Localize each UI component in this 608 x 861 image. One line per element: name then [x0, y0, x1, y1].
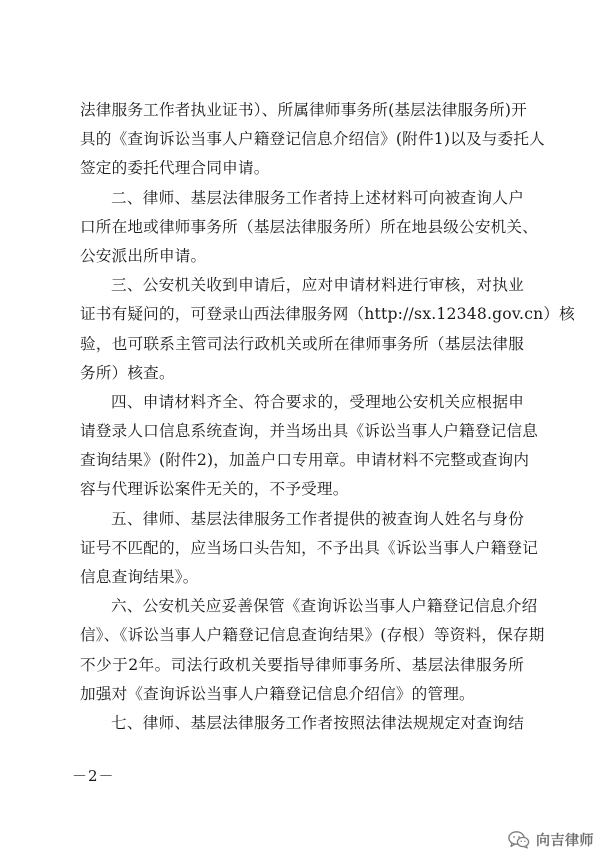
paragraph-1-line-1: 法律服务工作者执业证书）、所属律师事务所(基层法律服务所)开 — [80, 101, 527, 119]
paragraph-1-line-3: 签定的委托代理合同申请。 — [80, 159, 270, 178]
paragraph-2-line-2: 口所在地或律师事务所（基层法律服务所）所在地县级公安机关、 — [80, 217, 539, 236]
document-body — [80, 96, 575, 738]
paragraph-2-line-3: 公安派出所申请。 — [80, 246, 207, 265]
paragraph-6-line-3: 不少于2年。司法行政机关要指导律师事务所、基层法律服务所 — [80, 655, 524, 674]
paragraph-4-line-4: 容与代理诉讼案件无关的，不予受理。 — [80, 480, 349, 499]
paragraph-3-line-4: 务所）核查。 — [80, 363, 175, 382]
watermark-text: 向吉律师 — [536, 833, 594, 849]
paragraph-6-line-2: 信》、《诉讼当事人户籍登记信息查询结果》(存根）等资料，保存期 — [80, 626, 545, 645]
paragraph-5-line-3: 信息查询结果》。 — [80, 568, 199, 586]
paragraph-2-line-1: 二、律师、基层法律服务工作者持上述材料可向被查询人户 — [111, 188, 524, 207]
paragraph-3-line-1: 三、公安机关收到申请后，应对申请材料进行审核，对执业 — [111, 276, 524, 295]
page-number: －2－ — [72, 767, 115, 785]
paragraph-1-line-2: 具的《查询诉讼当事人户籍登记信息介绍信》(附件1)以及与委托人 — [80, 130, 545, 149]
paragraph-4-line-2: 请登录人口信息系统查询，并当场出具《诉讼当事人户籍登记信息 — [80, 422, 539, 441]
wechat-icon — [508, 831, 530, 849]
paragraph-4-line-1: 四、申请材料齐全、符合要求的，受理地公安机关应根据申 — [111, 392, 524, 411]
paragraph-3-line-2: 证书有疑问的，可登录山西法律服务网（http://sx.12348.gov.cn）核 — [80, 305, 575, 324]
watermark — [508, 830, 594, 850]
paragraph-5-line-2: 证号不匹配的，应当场口头告知，不予出具《诉讼当事人户籍登记 — [80, 538, 539, 557]
paragraph-6-line-1: 六、公安机关应妥善保管《查询诉讼当事人户籍登记信息介绍 — [111, 597, 538, 616]
paragraph-6-line-4: 加强对《查询诉讼当事人户籍登记信息介绍信》的管理。 — [80, 684, 475, 703]
paragraph-7-line-1: 七、律师、基层法律服务工作者按照法律法规规定对查询结 — [111, 713, 524, 732]
paragraph-4-line-3: 查询结果》(附件2)，加盖户口专用章。申请材料不完整或查询内 — [80, 451, 530, 470]
paragraph-5-line-1: 五、律师、基层法律服务工作者提供的被查询人姓名与身份 — [111, 509, 524, 528]
paragraph-3-line-3: 验，也可联系主管司法行政机关或所在律师事务所（基层法律服 — [80, 334, 524, 353]
